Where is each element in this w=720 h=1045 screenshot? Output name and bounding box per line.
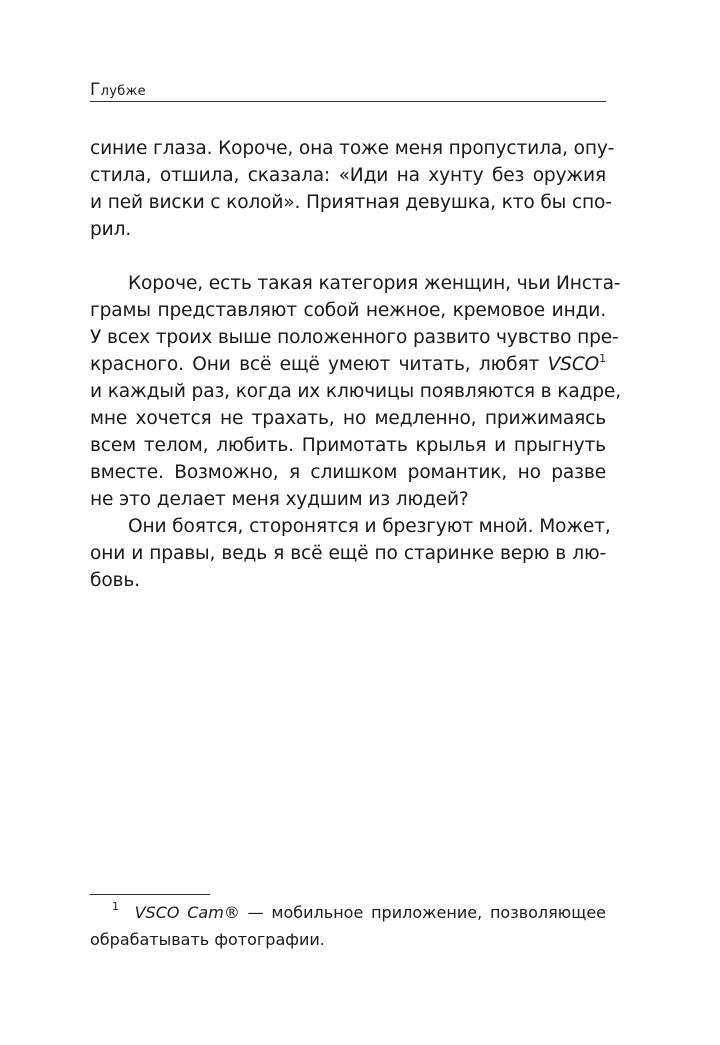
running-head-rest: лубже xyxy=(100,84,146,99)
text-line: рил. xyxy=(90,219,132,240)
running-head xyxy=(90,80,146,102)
running-head-initial: Г xyxy=(90,80,101,100)
text-line: грамы представляют собой нежное, кремовое инди. xyxy=(90,300,606,321)
footnote-text: — мобильное приложение, позволяющее xyxy=(239,903,607,922)
text-fragment: красного. Они всё ещё умеют читать, любят xyxy=(90,354,548,375)
text-line-with-footnote xyxy=(90,351,606,378)
text-line: они и правы, ведь я всё ещё по старинке верю в лю- xyxy=(90,543,606,564)
text-line: Короче, есть такая категория женщин, чьи Инста- xyxy=(128,273,621,294)
text-line: Они боятся, сторонятся и брезгуют мной. Может, xyxy=(128,516,611,537)
text-line: и каждый раз, когда их ключицы появляются в кадре, xyxy=(90,381,621,402)
text-line: вместе. Возможно, я слишком романтик, но разве xyxy=(90,462,606,483)
footnote-rule xyxy=(90,894,210,895)
footnote-number: 1 xyxy=(112,900,119,913)
text-line: стила, отшила, сказала: «Иди на хунту без оружия xyxy=(90,165,606,186)
header-rule xyxy=(90,101,606,102)
footnote-italic: VSCO Cam® xyxy=(134,903,240,922)
footnote xyxy=(90,900,606,954)
inline-italic-vsco: VSCO xyxy=(547,354,600,375)
text-line: не это делает меня худшим из людей? xyxy=(90,489,469,510)
book-page xyxy=(90,0,621,1045)
footnote-line: обрабатывать фотографии. xyxy=(90,930,325,949)
paragraph-gap xyxy=(90,243,606,270)
text-line: мне хочется не трахать, но медленно, прижимаясь xyxy=(90,408,606,429)
body-text xyxy=(90,135,621,594)
footnote-ref[interactable]: 1 xyxy=(599,352,606,365)
footnote-line xyxy=(90,900,606,927)
text-line: бовь. xyxy=(90,570,140,591)
text-line: всем телом, любить. Примотать крылья и прыгнуть xyxy=(90,435,606,456)
text-line: У всех троих выше положенного развито чувство пре- xyxy=(90,327,619,348)
text-line: и пей виски с колой». Приятная девушка, кто бы спо- xyxy=(90,192,612,213)
text-line: синие глаза. Короче, она тоже меня пропустила, опу- xyxy=(90,138,615,159)
